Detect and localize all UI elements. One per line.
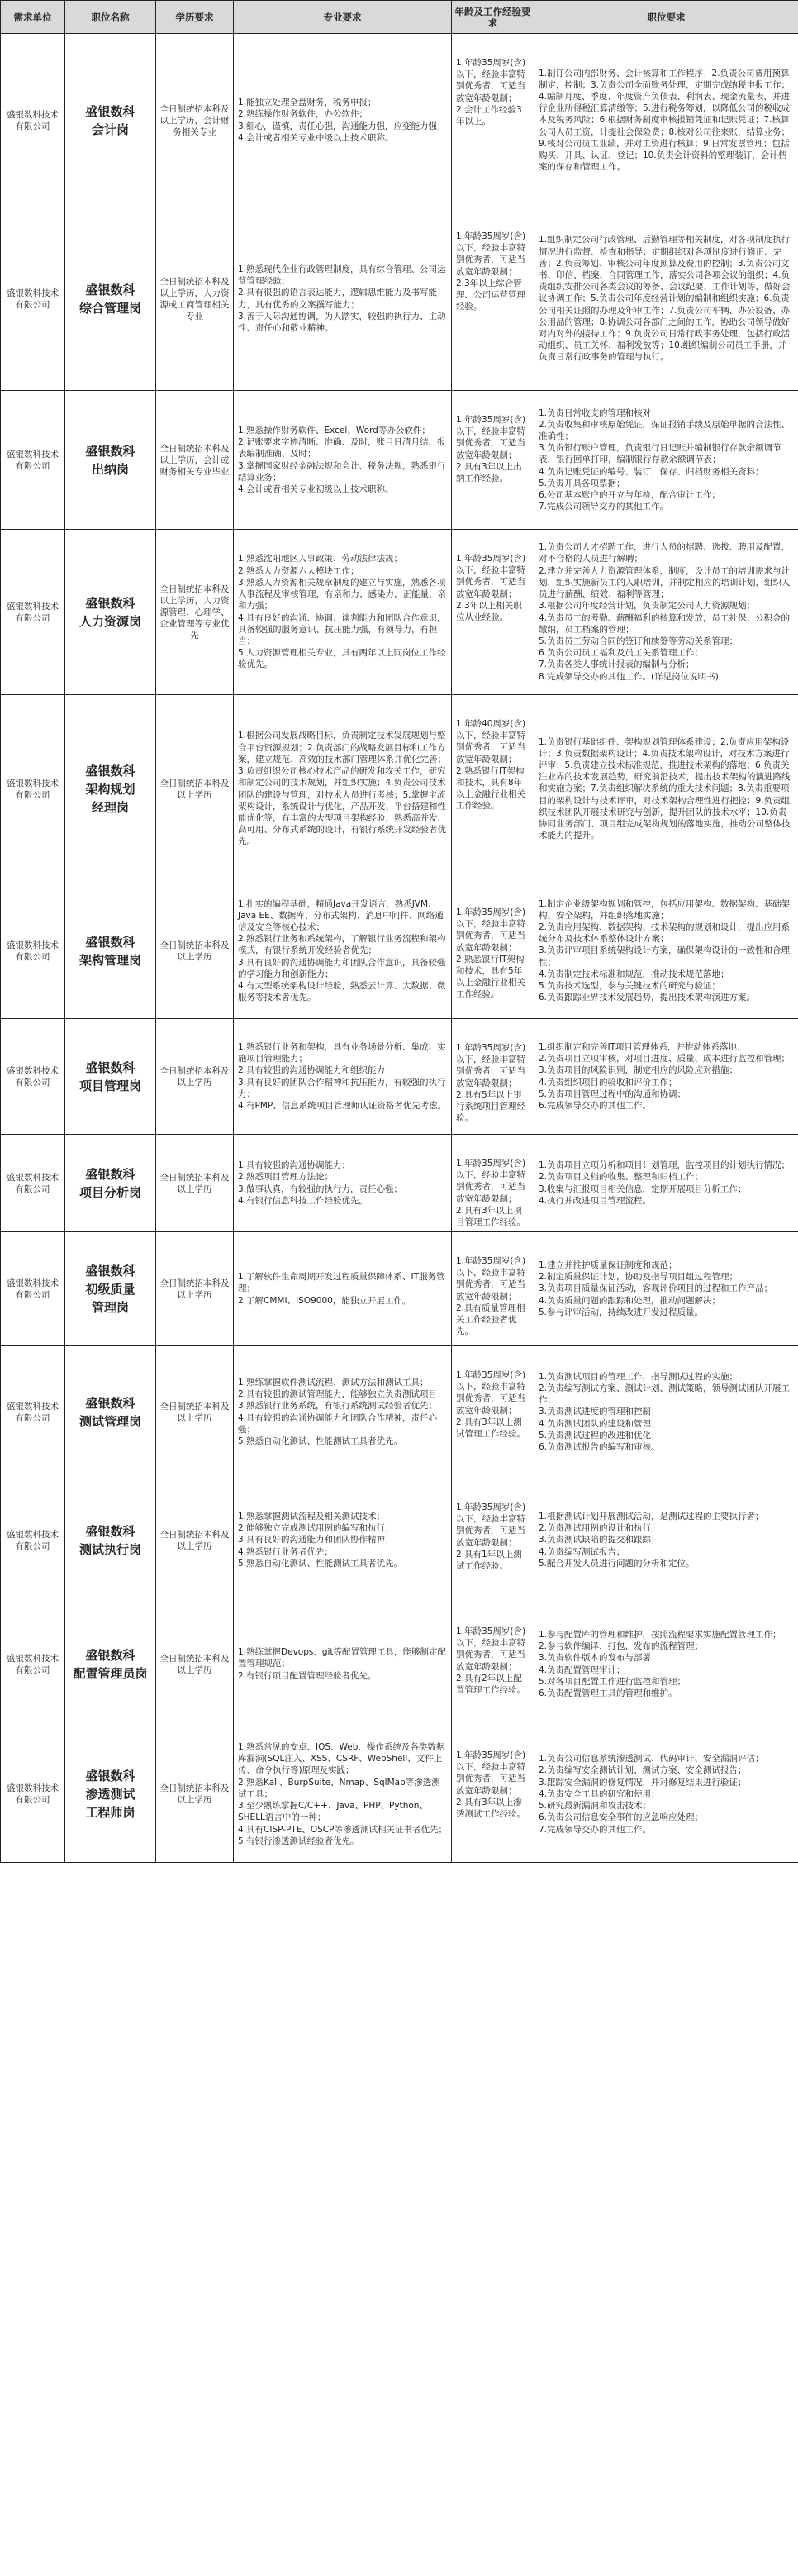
duties-cell-line: 3.负责软件版本的发布与部署； — [539, 1653, 660, 1664]
requirements-cell-line: 4.有大型系统架构设计经验，熟悉云计算、大数据、微服务等技术者优先。 — [238, 981, 446, 1003]
education-cell: 全日制统招本科及以上学历 — [156, 1232, 234, 1346]
duties-cell-line: 8.完成领导交办的其他工作。(详见岗位说明书) — [539, 671, 719, 682]
age-experience-cell — [452, 207, 534, 391]
requirements-cell-line: 4.会计或者相关专业初级以上技术职称。 — [238, 483, 394, 494]
duties-cell-line: 7.负责各类人事统计报表的编制与分析； — [539, 659, 695, 670]
duties-cell-line: 3.负责测试进度的管理和控制； — [539, 1407, 660, 1417]
duties-cell-line: 6.负责公司信息安全事件的应急响应处理； — [539, 1812, 704, 1823]
age-experience-cell-line: 1.年龄35周岁(含)以下，经验丰富特别优秀者，可适当放宽年龄限制； — [456, 231, 526, 277]
duties-cell-line: 1.组织制定公司行政管理、后勤管理等相关制度，对各项制度执行情况进行监督、检查和指导；定期组织对各项制度进行修正、完善；2.负责筹划、审核公司年度预算及费用的控制；3.负责公司文书、印信、档案、合同管理工作，落实公司各项会议的组织；4.负责组织安排公司各类会议的筹备、会议纪要、工作计划等，做好会议协调工作；5.负责公司年度经营计划的编制和组织实施；6.负责公司相关证照的办理及年审工作；7.负责公司车辆、办公设备、办公用品的管理；8.协调公司各部门之间的工作，协助公司领导做好对内对外的接待工作；9.负责公司日常行政事务处理，包括行政活动组织、员工关怀、福利发放等；10.组织编制公司员工手册，并负责日常行政事务的管理与执行。 — [539, 235, 791, 363]
position-name: 架构规划 — [85, 781, 135, 797]
requirements-cell-line: 1.根据公司发展战略目标，负责制定技术发展规划与整合平台资源规划；2.负责部门的战略发展目标和工作方案，建立规范、高效的技术部门管理体系并优化完善；3.负责组织公司核心技术产品的研发和攻关工作，研究和制定公司的技术规划，并组织实施；4.负责公司技术团队的建设与管理，对技术人员进行考核；5.掌握主流架构设计，系统设计与优化，产品开发、平台搭建和性能优化等，有丰富的大型项目架构经验，熟悉高并发、高可用、分布式系统的设计，有银行系统开发经验者优先。 — [238, 731, 446, 847]
unit-cell: 盛银数科技术有限公司 — [1, 530, 65, 695]
requirements-cell-line: 4.熟悉银行业务者优先； — [238, 1546, 334, 1557]
duties-cell-line: 1.组织制定和完善IT项目管理体系，并推动体系落地； — [539, 1041, 746, 1052]
position-cell — [65, 391, 156, 530]
header-education: 学历要求 — [156, 1, 234, 34]
requirements-cell-line: 1.熟悉银行业务和架构，具有业务场景分析、集成、实施项目管理能力； — [238, 1041, 446, 1064]
position-name: 盛银数科 — [85, 443, 135, 459]
duties-cell-line: 1.根据测试计划开展测试活动，是测试过程的主要执行者； — [539, 1511, 764, 1521]
duties-cell-line: 6.公司基本账户的开立与年检，配合审计工作； — [539, 490, 721, 500]
duties-cell-line: 4.负责员工的考勤、薪酬福利的核算和发放，员工社保、公积金的缴纳，员工档案的管理； — [539, 612, 791, 635]
requirements-cell-line: 5.熟悉自动化测试、性能测试工具者优先。 — [238, 1436, 403, 1446]
position-name: 项目管理岗 — [78, 1078, 141, 1093]
duties-cell — [534, 695, 798, 883]
header-position: 职位名称 — [65, 1, 156, 34]
duties-cell-line: 2.负责项目立项审核，对项目进度、质量、成本进行监控和管理； — [539, 1054, 791, 1064]
age-experience-cell — [452, 1726, 534, 1863]
position-cell — [65, 1478, 156, 1602]
age-experience-cell-line: 1.年龄35周岁(含)以下，经验丰富特别优秀者，可适当放宽年龄限制； — [456, 1159, 526, 1204]
age-experience-cell-line: 2.具有3年以上出纳工作经验。 — [456, 461, 522, 484]
duties-cell — [534, 1346, 798, 1478]
education-cell: 全日制统招本科及以上学历 — [156, 695, 234, 883]
position-name: 盛银数科 — [85, 934, 135, 950]
position-name: 盛银数科 — [85, 103, 135, 119]
requirements-cell-line: 3.掌握国家财经金融法规和会计、税务法规，熟悉银行结算业务； — [238, 460, 446, 483]
education-cell: 全日制统招本科及以上学历，人力资源或工商管理相关专业 — [156, 207, 234, 391]
position-cell — [65, 883, 156, 1019]
age-experience-cell-line: 2.具有2年以上配置管理工作经验。 — [456, 1673, 525, 1696]
table-row — [1, 530, 798, 695]
requirements-cell-line: 1.熟练掌握Devops、git等配置管理工具，能够制定配置管理规范； — [238, 1647, 447, 1669]
table-row — [1, 883, 798, 1019]
position-name: 盛银数科 — [85, 1395, 135, 1411]
position-cell — [65, 1135, 156, 1232]
duties-cell-line: 6.负责测试报告的编写和审核。 — [539, 1442, 660, 1452]
duties-cell-line: 1.负责公司人才招聘工作，进行人员的招聘、选拔、聘用及配置，对不合格的人员进行解聘； — [539, 542, 791, 564]
duties-cell-line: 6.完成领导交办的其他工作。 — [539, 1100, 652, 1111]
age-experience-cell-line: 1.年龄35周岁(含)以下，经验丰富特别优秀者，可适当放宽年龄限制； — [456, 1370, 526, 1416]
age-experience-cell — [452, 1135, 534, 1232]
age-experience-cell-line: 1.年龄35周岁(含)以下，经验丰富特别优秀者，可适当放宽年龄限制； — [456, 1626, 526, 1672]
duties-cell-line: 1.负责日常收支的管理和核对； — [539, 407, 660, 418]
position-cell — [65, 1726, 156, 1863]
table-row — [1, 1135, 798, 1232]
requirements-cell — [234, 883, 452, 1019]
age-experience-cell-line: 2.具有3年以上项目管理工作经验。 — [456, 1205, 525, 1228]
age-experience-cell-line: 1.年龄35周岁(含)以下，经验丰富特别优秀者，可适当放宽年龄限制； — [456, 1750, 526, 1796]
position-name: 盛银数科 — [85, 1523, 135, 1539]
unit-cell: 盛银数科技术有限公司 — [1, 1019, 65, 1135]
duties-cell — [534, 1726, 798, 1863]
duties-cell-line: 3.负责项目的风险识别，制定相应的风险应对措施； — [539, 1065, 739, 1076]
requirements-cell-line: 3.具有良好的团队合作精神和抗压能力，有较强的执行力； — [238, 1077, 446, 1099]
duties-cell-line: 4.负责组织项目的验收和评价工作； — [539, 1077, 677, 1088]
duties-cell-line: 7.完成公司领导交办的其他工作。 — [539, 502, 669, 512]
duties-cell — [534, 1019, 798, 1135]
duties-cell-line: 3.负责银行账户管理，负责银行日记账并编制银行存款余额调节表，银行回单打印，编制银行存款余额调节表； — [539, 443, 781, 465]
position-name: 配置管理员岗 — [73, 1665, 148, 1681]
age-experience-cell — [452, 695, 534, 883]
duties-cell-line: 1.负责项目立项分析和项目计划管理，监控项目的计划执行情况； — [539, 1160, 791, 1171]
position-name: 盛银数科 — [85, 1059, 135, 1075]
requirements-cell-line: 3.熟悉银行业务系统，有银行系统测试经验者优先； — [238, 1401, 438, 1412]
requirements-cell — [234, 1019, 452, 1135]
position-name: 项目分析岗 — [78, 1184, 141, 1200]
duties-cell-line: 5.负责技术选型，参与关键技术的研究与验证； — [539, 981, 721, 991]
age-experience-cell-line: 2.3年以上综合管理、公司运营管理经验。 — [456, 278, 525, 312]
age-experience-cell-line: 2.具有质量管理相关工作经验者优先。 — [456, 1302, 525, 1337]
position-cell — [65, 207, 156, 391]
table-row — [1, 1478, 798, 1602]
duties-cell-line: 2.负责编写安全测试计划、测试方案、安全测试报告； — [539, 1765, 747, 1776]
table-row — [1, 1346, 798, 1478]
requirements-cell — [234, 1478, 452, 1602]
duties-cell-line: 7.完成领导交办的其他工作。 — [539, 1824, 652, 1835]
duties-cell-line: 2.建立并完善人力资源管理体系，制度，设计员工的培训需求与计划，组织实施新员工的入职培训，并制定相应的培训计划，组织人员进行薪酬、绩效、福利等管理； — [539, 565, 791, 600]
position-cell — [65, 530, 156, 695]
position-name: 盛银数科 — [85, 763, 135, 779]
requirements-cell-line: 3.细心，谨慎，责任心强，沟通能力强，应变能力强； — [238, 121, 446, 131]
duties-cell-line: 3.根据公司年度经营计划，负责制定公司人力资源规划； — [539, 601, 756, 612]
position-cell — [65, 34, 156, 207]
duties-cell-line: 2.负责编写测试方案、测试计划、测试策略，领导测试团队开展工作； — [539, 1383, 791, 1406]
requirements-cell-line: 2.熟悉Kali、BurpSuite、Nmap、SqlMap等渗透测试工具； — [238, 1777, 440, 1799]
requirements-cell-line: 2.记账要求字迹清晰、准确、及时，账目日清月结，报表编制准确、及时； — [238, 437, 446, 459]
position-name: 会计岗 — [91, 121, 129, 137]
position-cell — [65, 1019, 156, 1135]
requirements-cell — [234, 695, 452, 883]
position-name: 盛银数科 — [85, 1166, 135, 1182]
requirements-cell — [234, 1135, 452, 1232]
duties-cell-line: 2.负责应用架构、数据架构、技术架构的规划和设计，提出应用系统分布及技术体系整体设计方案； — [539, 921, 791, 945]
age-experience-cell-line: 1.年龄35周岁(含)以下，经验丰富特别优秀者，可适当放宽年龄限制； — [456, 554, 526, 599]
duties-cell-line: 3.跟踪安全漏洞的修复情况，并对修复结果进行验证； — [539, 1777, 747, 1788]
position-name: 盛银数科 — [85, 1769, 135, 1783]
duties-cell-line: 5.负责开具各项票据； — [539, 478, 625, 488]
age-experience-cell — [452, 1602, 534, 1726]
requirements-cell — [234, 1232, 452, 1346]
position-cell — [65, 695, 156, 883]
requirements-cell-line: 2.了解CMMI、ISO9000，能独立开展工作。 — [238, 1295, 411, 1306]
duties-cell-line: 1.参与配置库的管理和维护，按照流程要求实施配置管理工作； — [539, 1629, 781, 1640]
position-name: 盛银数科 — [85, 282, 135, 298]
requirements-cell-line: 2.具有较强的沟通协调能力和组织能力； — [238, 1065, 394, 1076]
requirements-cell-line: 1.熟悉掌握测试流程及相关测试技术； — [238, 1511, 386, 1521]
position-name: 综合管理岗 — [78, 300, 141, 316]
position-name: 盛银数科 — [85, 1647, 135, 1663]
age-experience-cell-line: 1.年龄40周岁(含)以下，经验丰富特别优秀者，可适当放宽年龄限制； — [456, 719, 526, 764]
table-row — [1, 391, 798, 530]
position-name: 渗透测试 — [85, 1787, 135, 1802]
education-cell: 全日制统招本科及以上学历 — [156, 1478, 234, 1602]
requirements-cell-line: 5.人力资源管理相关专业，具有两年以上同岗位工作经验优先。 — [238, 648, 446, 670]
requirements-cell-line: 2.熟悉银行业务和系统架构，了解银行业务流程和架构模式，有银行系统开发经验者优先； — [238, 934, 446, 956]
education-cell: 全日制统招本科及以上学历 — [156, 1346, 234, 1478]
duties-cell-line: 5.负责测试过程的改进和优化； — [539, 1430, 660, 1440]
position-name: 测试管理岗 — [78, 1413, 141, 1429]
unit-cell: 盛银数科技术有限公司 — [1, 1602, 65, 1726]
position-cell — [65, 1602, 156, 1726]
table-row — [1, 1019, 798, 1135]
position-name: 初级质量 — [85, 1281, 135, 1297]
duties-cell-line: 1.制订公司内部财务、会计核算和工作程序；2.负责公司费用预算制定，控制；3.负责公司全面账务处理，定期完成纳税申报工作；4.编制月度、季度、年度资产负债表、利润表、现金流量表，并进行企业所得税汇算清缴等；5.进行税务筹划，以降低公司的税收成本及税务风险；6.根据财务制度审核报销凭证和记账凭证；7.核算公司人员工资，计提社会保险费；8.核对公司往来账，结算业务；9.核对公司员工业绩，并对工资进行核算；9.日常发票管理；包括购买、开具、认证、登记；10.负责会计资料的整理装订，会计档案的保存和管理工作。 — [539, 68, 791, 173]
requirements-cell-line: 3.至少熟练掌握C/C++、Java、PHP、Python、SHELL语言中的一种； — [238, 1801, 428, 1823]
table-row — [1, 695, 798, 883]
position-name: 管理岗 — [91, 1299, 129, 1315]
education-cell: 全日制统招本科及以上学历 — [156, 883, 234, 1019]
header-row — [1, 1, 798, 34]
age-experience-cell — [452, 1346, 534, 1478]
duties-cell — [534, 1478, 798, 1602]
age-experience-cell-line: 1.年龄35周岁(含)以下，经验丰富特别优秀者，可适当放宽年龄限制； — [456, 415, 526, 460]
education-cell: 全日制统招本科及以上学历，会计财务相关专业 — [156, 34, 234, 207]
requirements-cell-line: 3.具有良好的沟通能力和团队协作精神； — [238, 1535, 394, 1545]
duties-cell-line: 4.负责制定技术标准和规范，推动技术规范落地； — [539, 969, 729, 979]
duties-cell-line: 6.负责公司员工福利及员工关系管理工作； — [539, 648, 704, 659]
age-experience-cell-line: 1.年龄35周岁(含)以下，经验丰富特别优秀者，可适当放宽年龄限制； — [456, 1502, 526, 1548]
requirements-cell-line: 2.熟悉人力资源六大模块工作； — [238, 565, 359, 576]
duties-cell — [534, 34, 798, 207]
unit-cell: 盛银数科技术有限公司 — [1, 883, 65, 1019]
requirements-cell-line: 1.熟悉沈阳地区人事政策、劳动法律法规； — [238, 554, 403, 564]
duties-cell — [534, 1602, 798, 1726]
header-duties: 职位要求 — [534, 1, 798, 34]
requirements-cell — [234, 1602, 452, 1726]
requirements-cell-line: 1.熟悉现代企业行政管理制度，具有综合管理、公司运营管理经验； — [238, 264, 446, 287]
requirements-cell-line: 1.熟悉常见的安卓、IOS、Web、操作系统及各类数据库漏洞(SQL注入、XSS、CSRF、WebShell、文件上传、命令执行等)原理及实践； — [238, 1742, 445, 1776]
age-experience-cell-line: 2.具有3年以上渗透测试工作经验。 — [456, 1797, 525, 1820]
duties-cell-line: 1.负责测试项目的管理工作，指导测试过程的实施； — [539, 1371, 739, 1382]
education-cell: 全日制统招本科及以上学历 — [156, 1602, 234, 1726]
requirements-cell-line: 3.善于人际沟通协调，为人踏实，较强的执行力、主动性、责任心和敬业精神。 — [238, 311, 446, 333]
unit-cell: 盛银数科技术有限公司 — [1, 391, 65, 530]
duties-cell-line: 1.建立并推护质量保证制度和规范； — [539, 1259, 677, 1270]
education-cell: 全日制统招本科及以上学历 — [156, 1726, 234, 1863]
duties-cell-line: 4.负责质量问题的跟踪和处理，推动问题解决； — [539, 1295, 721, 1306]
duties-cell-line: 1.制定企业级架构规划和管控，包括应用架构、数据架构、基础架构、安全架构，并组织落地实施； — [539, 898, 791, 921]
requirements-cell — [234, 530, 452, 695]
table-row — [1, 1602, 798, 1726]
requirements-cell-line: 3.做事认真，有较强的执行力，责任心强； — [238, 1183, 403, 1194]
unit-cell: 盛银数科技术有限公司 — [1, 1135, 65, 1232]
duties-cell — [534, 391, 798, 530]
header-age-experience: 年龄及工作经验要求 — [452, 1, 534, 34]
duties-cell — [534, 207, 798, 391]
requirements-cell-line: 1.能独立处理全盘财务，税务申报； — [238, 98, 377, 108]
duties-cell-line: 2.负责测试用例的设计和执行； — [539, 1523, 660, 1534]
duties-cell-line: 5.参与评审活动，持续改进开发过程质量。 — [539, 1307, 704, 1317]
duties-cell-line: 2.制定质量保证计划，协助及指导项目组过程管理； — [539, 1272, 739, 1283]
duties-cell-line: 4.负责配置管理审计； — [539, 1664, 625, 1675]
age-experience-cell-line: 2.会计工作经验3年以上。 — [456, 104, 522, 127]
duties-cell-line: 4.执行并改进项目管理流程。 — [539, 1195, 652, 1206]
header-unit: 需求单位 — [1, 1, 65, 34]
position-name: 盛银数科 — [85, 595, 135, 611]
table-row — [1, 1232, 798, 1346]
table-row — [1, 1726, 798, 1863]
age-experience-cell — [452, 391, 534, 530]
requirements-cell-line: 1.具有较强的沟通协调能力； — [238, 1160, 351, 1171]
duties-cell — [534, 1135, 798, 1232]
duties-cell-line: 3.负责评审项目系统架构设计方案，确保架构设计的一致性和合理性； — [539, 945, 791, 968]
requirements-cell — [234, 1346, 452, 1478]
age-experience-cell-line: 2.具有5年以上银行系统项目管理经验。 — [456, 1089, 525, 1124]
position-name: 工程师岗 — [85, 1805, 135, 1820]
requirements-cell-line: 2.熟悉项目管理方法论； — [238, 1172, 334, 1183]
age-experience-cell — [452, 34, 534, 207]
duties-cell — [534, 1232, 798, 1346]
age-experience-cell-line: 2.具有1年以上测试工作经验。 — [456, 1549, 522, 1572]
duties-cell-line: 4.负责测试团队的建设和管理； — [539, 1418, 660, 1429]
education-cell: 全日制统招本科及以上学历 — [156, 1019, 234, 1135]
position-name: 经理岗 — [91, 799, 129, 815]
position-name: 出纳岗 — [91, 461, 129, 477]
age-experience-cell-line: 1.年龄35周岁(含)以下，经验丰富特别优秀者，可适当放宽年龄限制； — [456, 907, 526, 953]
age-experience-cell — [452, 1232, 534, 1346]
table-row — [1, 207, 798, 391]
duties-cell-line: 3.负责项目质量保证活动，客观评价项目的过程和工作产品； — [539, 1283, 773, 1294]
requirements-cell-line: 4.具有CISP-PTE、OSCP等渗透测试相关证书者优先； — [238, 1824, 447, 1835]
unit-cell: 盛银数科技术有限公司 — [1, 695, 65, 883]
duties-cell-line: 5.负责项目管理过程中的沟通和协调； — [539, 1088, 686, 1099]
age-experience-cell — [452, 1019, 534, 1135]
age-experience-cell — [452, 530, 534, 695]
position-cell — [65, 1346, 156, 1478]
table-row — [1, 34, 798, 207]
duties-cell-line: 2.参与软件编译、打包、发布的流程管理； — [539, 1641, 704, 1652]
education-cell: 全日制统招本科及以上学历，人力资源管理、心理学、企业管理等专业优先 — [156, 530, 234, 695]
requirements-cell-line: 2.具有较强的测试管理能力，能够独立负责测试项目； — [238, 1389, 446, 1400]
education-cell: 全日制统招本科及以上学历，会计或财务相关专业毕业 — [156, 391, 234, 530]
requirements-cell-line: 1.扎实的编程基础，精通Java开发语言，熟悉JVM、Java EE、数据库、分布式架构、消息中间件、网络通信及安全等核心技术； — [238, 898, 444, 932]
duties-cell-line: 1.负责公司信息系统渗透测试、代码审计、安全漏洞评估； — [539, 1754, 764, 1764]
duties-cell-line: 6.负责跟踪业界技术发展趋势，提出技术架构演进方案。 — [539, 993, 756, 1003]
age-experience-cell — [452, 883, 534, 1019]
requirements-cell — [234, 34, 452, 207]
duties-cell-line: 5.对各项目配置工作进行监控和管理； — [539, 1676, 686, 1687]
duties-cell-line: 4.负责安全工具的研究和使用； — [539, 1788, 660, 1799]
header-requirements: 专业要求 — [234, 1, 452, 34]
requirements-cell — [234, 391, 452, 530]
duties-cell-line: 1.负责银行基础组件、架构规划管理体系建设；2.负责应用架构设计；3.负责数据架构设计；4.负责技术架构设计，对技术方案进行评审；5.负责建立技术标准规范，推进技术架构的落地；6.负责关注业界的技术发展趋势，研究前沿技术，提出技术架构的演进路线和实施方案；7.负责组织解决系统的重大技术问题；8.负责重要项目的架构设计与技术评审，对技术架构合理性进行把控；9.负责组织技术团队开展技术研究与创新，提升团队的技术水平；10.负责协同业务部门、项目组完成架构规划的落地实施，推动公司整体技术能力的提升。 — [539, 736, 791, 841]
age-experience-cell-line: 1.年龄35周岁(含)以下，经验丰富特别优秀者，可适当放宽年龄限制； — [456, 1256, 526, 1302]
unit-cell: 盛银数科技术有限公司 — [1, 1726, 65, 1863]
age-experience-cell-line: 1.年龄35周岁(含)以下，经验丰富特别优秀者，可适当放宽年龄限制； — [456, 1043, 526, 1088]
requirements-cell-line: 1.熟练掌握软件测试流程、测试方法和测试工具； — [238, 1377, 429, 1388]
requirements-cell — [234, 207, 452, 391]
position-cell — [65, 1232, 156, 1346]
age-experience-cell — [452, 1478, 534, 1602]
requirements-cell — [234, 1726, 452, 1863]
requirements-cell-line: 4.有银行信息科技工作经验优先。 — [238, 1195, 368, 1206]
requirements-cell-line: 2.熟练操作财务软件，办公软件； — [238, 109, 368, 120]
unit-cell: 盛银数科技术有限公司 — [1, 34, 65, 207]
unit-cell: 盛银数科技术有限公司 — [1, 1346, 65, 1478]
duties-cell-line: 6.负责配置管理工具的管理和维护。 — [539, 1688, 677, 1698]
age-experience-cell-line: 2.3年以上相关职位从业经验。 — [456, 600, 522, 623]
requirements-cell-line: 4.具有较强的沟通协调能力和团队合作精神，责任心强； — [238, 1412, 438, 1435]
duties-cell-line: 5.研究最新漏洞和攻击技术； — [539, 1801, 652, 1812]
requirements-cell-line: 5.熟悉自动化测试、性能测试工具者优先。 — [238, 1558, 403, 1569]
duties-cell-line: 2.负责收集和审核原始凭证，保证报销手续及原始单据的合法性、准确性； — [539, 419, 791, 441]
duties-cell-line: 5.负责员工劳动合同的签订和续签等劳动关系管理； — [539, 636, 739, 646]
unit-cell: 盛银数科技术有限公司 — [1, 207, 65, 391]
position-name: 测试执行岗 — [78, 1541, 141, 1557]
unit-cell: 盛银数科技术有限公司 — [1, 1478, 65, 1602]
position-name: 架构管理岗 — [78, 952, 141, 968]
duties-cell-line: 4.负责编写测试报告； — [539, 1546, 625, 1557]
age-experience-cell-line: 1.年龄35周岁(含)以下，经验丰富特别优秀者，可适当放宽年龄限制； — [456, 58, 526, 103]
requirements-cell-line: 4.具有良好的沟通、协调、谈判能力和团队合作意识，具备较强的服务意识、抗压能力强，有领导力，有担当； — [238, 612, 446, 646]
duties-cell-line: 3.负责测试缺陷的提交和跟踪； — [539, 1535, 660, 1545]
table-body — [1, 34, 798, 1863]
requirements-cell-line: 2.有银行项目配置管理经验者优先。 — [238, 1670, 377, 1681]
unit-cell: 盛银数科技术有限公司 — [1, 1232, 65, 1346]
age-experience-cell-line: 2.熟悉银行IT架构和技术，具有8年以上金融行业相关工作经验。 — [456, 765, 525, 812]
requirements-cell-line: 3.具有良好的沟通协调能力和团队合作意识，具备较强的学习能力和创新能力； — [238, 957, 446, 979]
requirements-cell-line: 2.能够独立完成测试用例的编写和执行； — [238, 1523, 394, 1534]
duties-cell — [534, 530, 798, 695]
requirements-cell-line: 5.有银行渗透测试经验者优先。 — [238, 1836, 359, 1846]
duties-cell-line: 2.负责项目文档的收集、整理和归档工作； — [539, 1172, 704, 1183]
requirements-cell-line: 1.了解软件生命周期开发过程质量保障体系、IT服务管理； — [238, 1272, 445, 1294]
position-name: 盛银数科 — [85, 1263, 135, 1278]
position-name: 人力资源岗 — [78, 613, 141, 629]
education-cell: 全日制统招本科及以上学历 — [156, 1135, 234, 1232]
requirements-cell-line: 3.熟悉人力资源相关规章制度的建立与实施，熟悉各项人事流程及审核管理，有亲和力、感染力，正能量，亲和力强； — [238, 577, 446, 612]
requirements-cell-line: 1.熟悉操作财务软件、Excel、Word等办公软件； — [238, 425, 430, 436]
duties-cell-line: 5.配合开发人员进行问题的分析和定位。 — [539, 1558, 695, 1569]
requirements-cell-line: 2.具有很强的语言表达能力，逻辑思维能力及书写能力，具有优秀的文案撰写能力； — [238, 288, 438, 310]
duties-cell — [534, 883, 798, 1019]
age-experience-cell-line: 2.熟悉银行IT架构和技术，具有5年以上金融行业相关工作经验。 — [456, 954, 525, 1000]
age-experience-cell-line: 2.具有3年以上测试管理工作经验。 — [456, 1417, 525, 1440]
requirements-cell-line: 4.有PMP、信息系统项目管理师认证资格者优先考虑。 — [238, 1100, 447, 1111]
duties-cell-line: 3.收集与汇报项目相关信息，定期开展项目分析工作； — [539, 1183, 747, 1194]
requirements-cell-line: 4.会计或者相关专业中级以上技术职称。 — [238, 132, 394, 143]
duties-cell-line: 4.负责记账凭证的编号、装订；保存、归档财务相关资料； — [539, 466, 764, 477]
